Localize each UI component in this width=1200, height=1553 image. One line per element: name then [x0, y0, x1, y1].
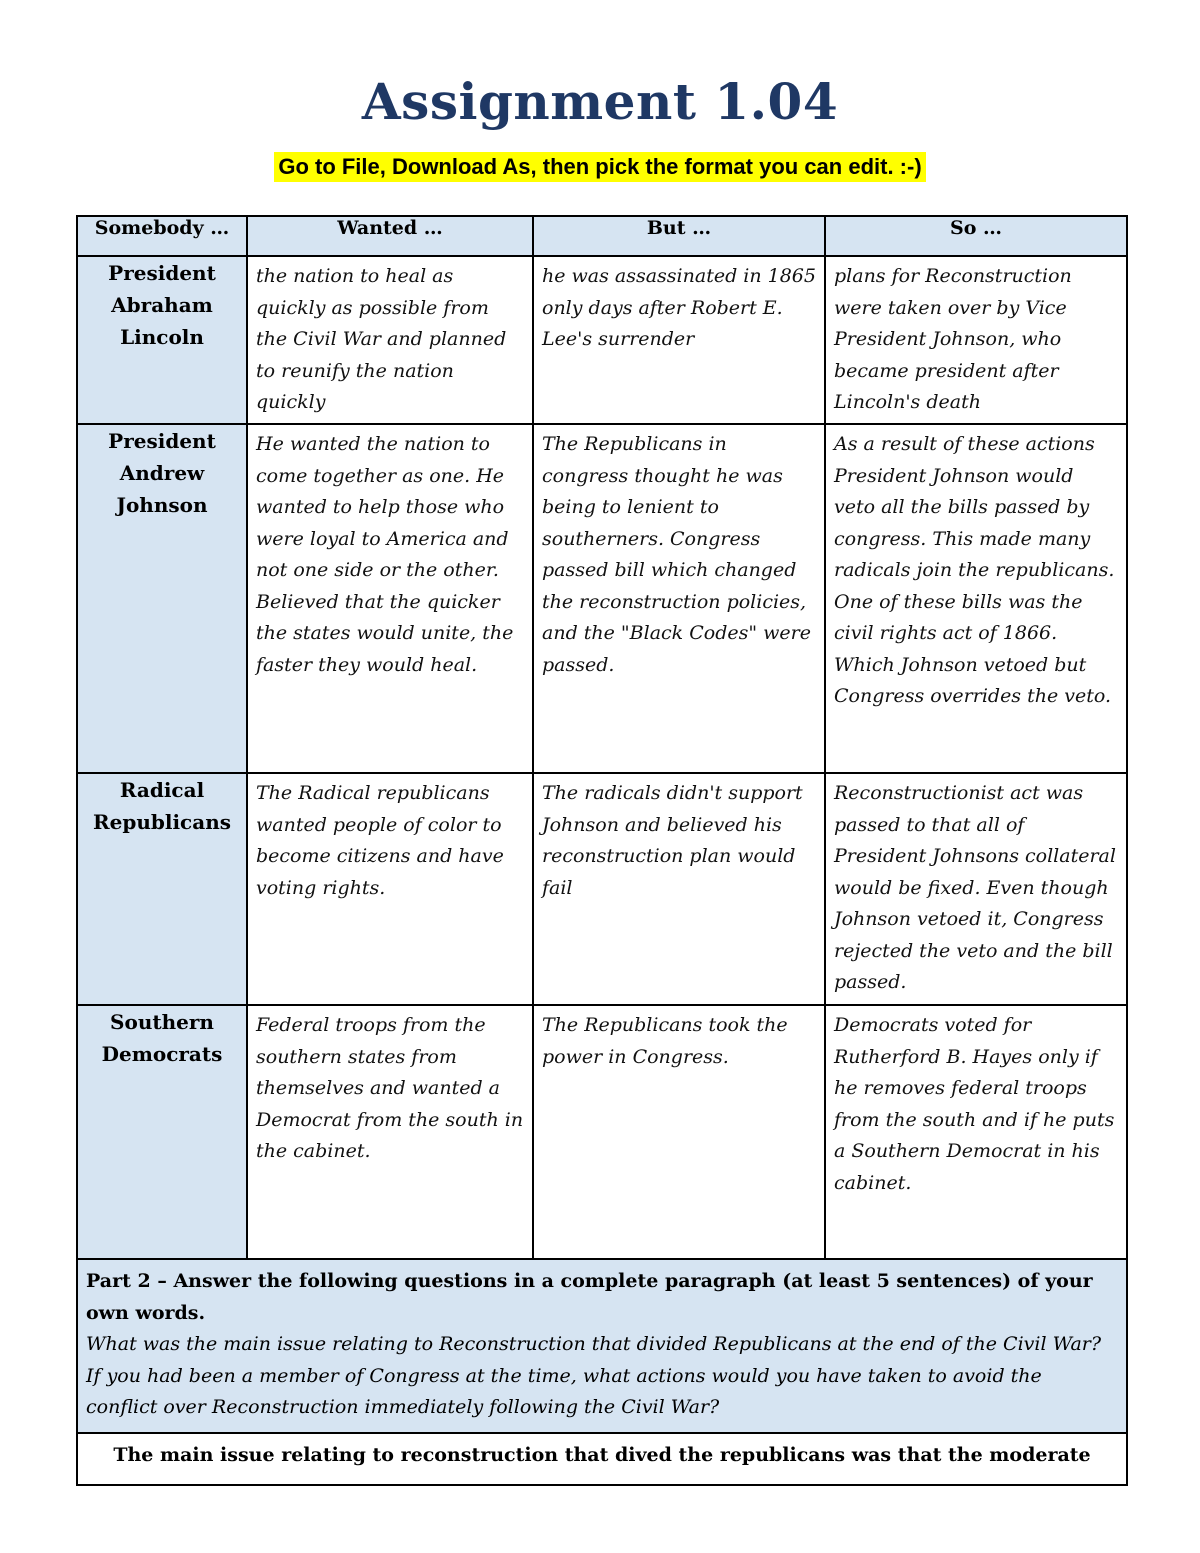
highlighted-instructions: Go to File, Download As, then pick the format you can edit. :-) — [274, 152, 925, 182]
wanted-cell: The Radical republicans wanted people of color to become citizens and have voting rights. — [247, 773, 533, 1005]
table-row — [77, 773, 1127, 1005]
page-title: Assignment 1.04 — [361, 72, 839, 131]
wanted-cell: the nation to heal as quickly as possible from the Civil War and planned to reunify the nation quickly — [247, 256, 533, 424]
subtitle-wrapper — [0, 152, 1200, 182]
so-cell: As a result of these actions President Johnson would veto all the bills passed by congress. This made many radicals join the republicans. One of these bills was the civil rights act of 1866. Which Johnson vetoed but Congress overrides the veto. — [825, 424, 1127, 773]
so-cell: Reconstructionist act was passed to that all of President Johnsons collateral would be fixed. Even though Johnson vetoed it, Congress rejected the veto and the bill passed. — [825, 773, 1127, 1005]
wanted-cell: Federal troops from the southern states from themselves and wanted a Democrat from the south in the cabinet. — [247, 1005, 533, 1259]
part2-row — [77, 1259, 1127, 1433]
header-but: But … — [533, 216, 825, 256]
part2-prompt — [77, 1259, 1127, 1433]
wanted-cell: He wanted the nation to come together as one. He wanted to help those who were loyal to America and not one side or the other. Believed that the quicker the states would unite, the faster they would heal. — [247, 424, 533, 773]
answer-text[interactable]: The main issue relating to reconstruction that dived the republicans was that the moderate — [77, 1433, 1127, 1485]
so-cell: Democrats voted for Rutherford B. Hayes only if he removes federal troops from the south and if he puts a Southern Democrat in his cabinet. — [825, 1005, 1127, 1259]
somebody-cell: Radical Republicans — [77, 773, 247, 1005]
but-cell: The Republicans in congress thought he was being to lenient to southerners. Congress passed bill which changed the reconstruction policies, and the "Black Codes" were passed. — [533, 424, 825, 773]
answer-row — [77, 1433, 1127, 1485]
table-row — [77, 1005, 1127, 1259]
part2-questions: What was the main issue relating to Reconstruction that divided Republicans at the end of the Civil War? If you had been a member of Congress at the time, what actions would you have taken to avoid the conflict over Reconstruction immediately following the Civil War? — [86, 1333, 1102, 1418]
table-row — [77, 424, 1127, 773]
so-cell: plans for Reconstruction were taken over by Vice President Johnson, who became president after Lincoln's death — [825, 256, 1127, 424]
story-table — [76, 215, 1128, 1486]
header-so: So … — [825, 216, 1127, 256]
table-row — [77, 256, 1127, 424]
somebody-cell: Southern Democrats — [77, 1005, 247, 1259]
somebody-cell: President Abraham Lincoln — [77, 256, 247, 424]
but-cell: The radicals didn't support Johnson and believed his reconstruction plan would fail — [533, 773, 825, 1005]
but-cell: he was assassinated in 1865 only days after Robert E. Lee's surrender — [533, 256, 825, 424]
part2-heading: Part 2 – Answer the following questions in a complete paragraph (at least 5 sentences) of your own words. — [86, 1270, 1093, 1324]
header-somebody: Somebody … — [77, 216, 247, 256]
header-wanted: Wanted … — [247, 216, 533, 256]
but-cell: The Republicans took the power in Congress. — [533, 1005, 825, 1259]
somebody-cell: President Andrew Johnson — [77, 424, 247, 773]
header-row — [77, 216, 1127, 256]
